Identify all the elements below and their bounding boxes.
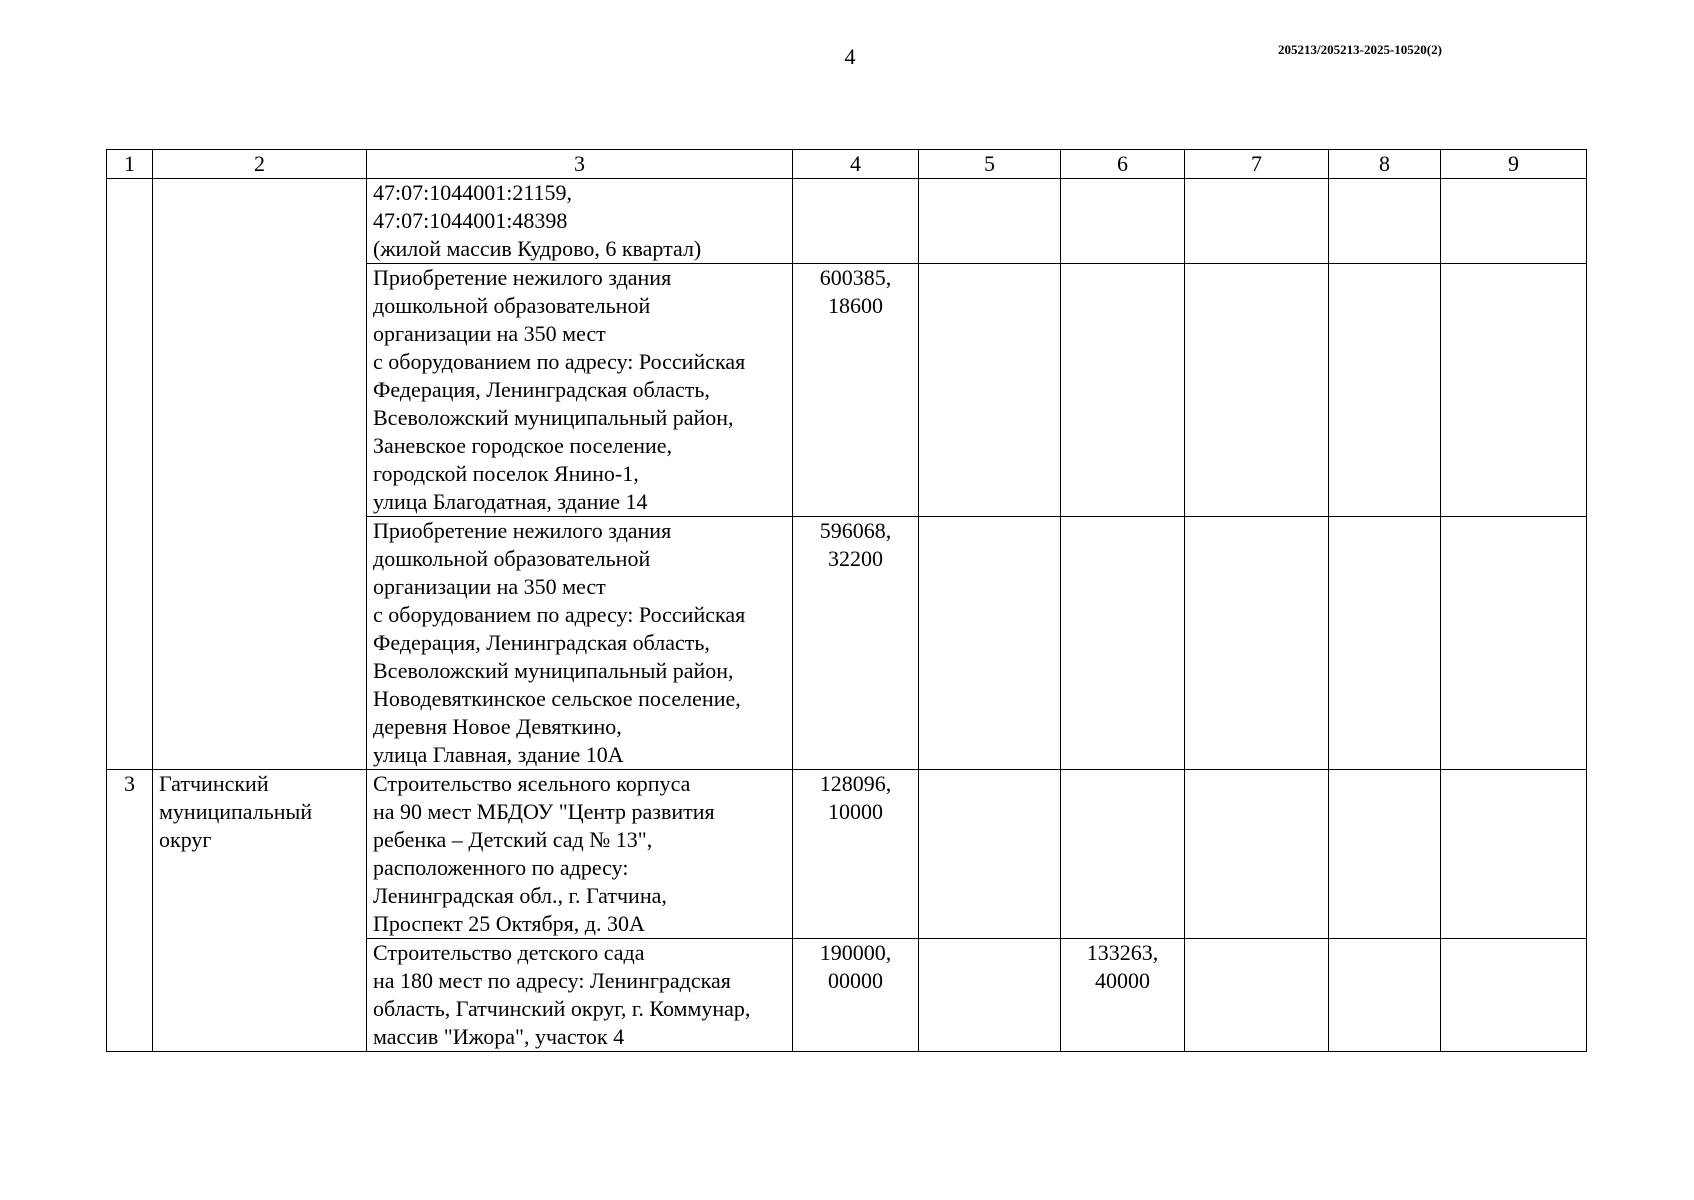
amount-cell-7 <box>1185 770 1329 939</box>
district-cell <box>153 179 367 770</box>
cell-line: 47:07:1044001:21159, <box>373 180 573 205</box>
cell-line: 18600 <box>828 293 883 318</box>
amount-cell-8 <box>1329 264 1441 517</box>
funding-table <box>106 149 1587 1052</box>
row-number-cell <box>107 179 153 770</box>
cell-line: дошкольной образовательной <box>373 293 651 318</box>
cell-line: Приобретение нежилого здания <box>373 518 672 543</box>
amount-cell-9 <box>1441 517 1587 770</box>
cell-line: Приобретение нежилого здания <box>373 265 672 290</box>
cell-line: Ленинградская обл., г. Гатчина, <box>373 883 667 908</box>
amount-cell-9 <box>1441 264 1587 517</box>
amount-cell-4 <box>793 264 919 517</box>
cell-line: улица Благодатная, здание 14 <box>373 489 648 514</box>
amount-cell-5 <box>919 264 1061 517</box>
amount-cell-6 <box>1061 179 1185 264</box>
amount-cell-6 <box>1061 939 1185 1052</box>
amount-cell-6 <box>1061 264 1185 517</box>
cell-line: Проспект 25 Октября, д. 30А <box>373 911 645 936</box>
table-body <box>107 179 1587 1052</box>
amount-cell-8 <box>1329 939 1441 1052</box>
cell-line: 596068, <box>819 518 892 543</box>
column-header: 4 <box>793 150 919 179</box>
amount-cell-5 <box>919 517 1061 770</box>
cell-line: Федерация, Ленинградская область, <box>373 630 710 655</box>
document-id: 205213/205213-2025-10520(2) <box>1278 42 1442 57</box>
cell-line: область, Гатчинский округ, г. Коммунар, <box>373 996 751 1021</box>
object-description-cell <box>367 939 793 1052</box>
object-description-cell <box>367 179 793 264</box>
cell-line: массив "Ижора", участок 4 <box>373 1024 625 1049</box>
amount-cell-7 <box>1185 939 1329 1052</box>
amount-cell-4 <box>793 179 919 264</box>
cell-line: Строительство ясельного корпуса <box>373 771 691 796</box>
cell-line: 10000 <box>828 799 883 824</box>
cell-line: Новодевяткинское сельское поселение, <box>373 686 741 711</box>
amount-cell-4 <box>793 770 919 939</box>
cell-line: 40000 <box>1095 968 1150 993</box>
object-description-cell <box>367 264 793 517</box>
row-number-cell: 3 <box>107 770 153 1052</box>
cell-line: Заневское городское поселение, <box>373 433 673 458</box>
cell-line: организации на 350 мест <box>373 574 606 599</box>
cell-line: ребенка – Детский сад № 13", <box>373 827 653 852</box>
amount-cell-9 <box>1441 770 1587 939</box>
cell-line: (жилой массив Кудрово, 6 квартал) <box>373 236 702 261</box>
cell-line: 00000 <box>828 968 883 993</box>
cell-line: муниципальный <box>159 799 313 824</box>
table-row <box>107 179 1587 264</box>
amount-cell-6 <box>1061 770 1185 939</box>
table-row <box>107 770 1587 939</box>
cell-line: на 180 мест по адресу: Ленинградская <box>373 968 731 993</box>
amount-cell-5 <box>919 179 1061 264</box>
cell-line: 190000, <box>819 940 892 965</box>
amount-cell-9 <box>1441 179 1587 264</box>
page-number: 4 <box>844 44 856 69</box>
column-header: 8 <box>1329 150 1441 179</box>
column-header: 7 <box>1185 150 1329 179</box>
amount-cell-7 <box>1185 179 1329 264</box>
cell-line: Гатчинский <box>159 771 269 796</box>
amount-cell-6 <box>1061 517 1185 770</box>
cell-line: деревня Новое Девяткино, <box>373 714 622 739</box>
district-cell <box>153 770 367 1052</box>
column-header: 5 <box>919 150 1061 179</box>
cell-line: 133263, <box>1086 940 1159 965</box>
cell-line: с оборудованием по адресу: Российская <box>373 349 746 374</box>
cell-line: городской поселок Янино-1, <box>373 461 639 486</box>
amount-cell-7 <box>1185 264 1329 517</box>
amount-cell-4 <box>793 517 919 770</box>
column-header: 2 <box>153 150 367 179</box>
cell-line: расположенного по адресу: <box>373 855 629 880</box>
cell-line: на 90 мест МБДОУ "Центр развития <box>373 799 715 824</box>
cell-line: 128096, <box>819 771 892 796</box>
amount-cell-5 <box>919 939 1061 1052</box>
cell-line: организации на 350 мест <box>373 321 606 346</box>
amount-cell-8 <box>1329 517 1441 770</box>
amount-cell-4 <box>793 939 919 1052</box>
cell-line: Всеволожский муниципальный район, <box>373 658 734 683</box>
amount-cell-8 <box>1329 179 1441 264</box>
cell-line: дошкольной образовательной <box>373 546 651 571</box>
amount-cell-9 <box>1441 939 1587 1052</box>
object-description-cell <box>367 770 793 939</box>
cell-line: Строительство детского сада <box>373 940 645 965</box>
cell-line: 32200 <box>828 546 883 571</box>
cell-line: улица Главная, здание 10А <box>373 742 624 767</box>
column-header: 3 <box>367 150 793 179</box>
amount-cell-8 <box>1329 770 1441 939</box>
column-header: 6 <box>1061 150 1185 179</box>
object-description-cell <box>367 517 793 770</box>
column-header: 9 <box>1441 150 1587 179</box>
column-number-header-row <box>107 150 1587 179</box>
cell-line: Федерация, Ленинградская область, <box>373 377 710 402</box>
cell-line: округ <box>159 827 212 852</box>
cell-line: 47:07:1044001:48398 <box>373 208 568 233</box>
cell-line: 600385, <box>819 265 892 290</box>
column-header: 1 <box>107 150 153 179</box>
cell-line: с оборудованием по адресу: Российская <box>373 602 746 627</box>
amount-cell-7 <box>1185 517 1329 770</box>
cell-line: Всеволожский муниципальный район, <box>373 405 734 430</box>
amount-cell-5 <box>919 770 1061 939</box>
